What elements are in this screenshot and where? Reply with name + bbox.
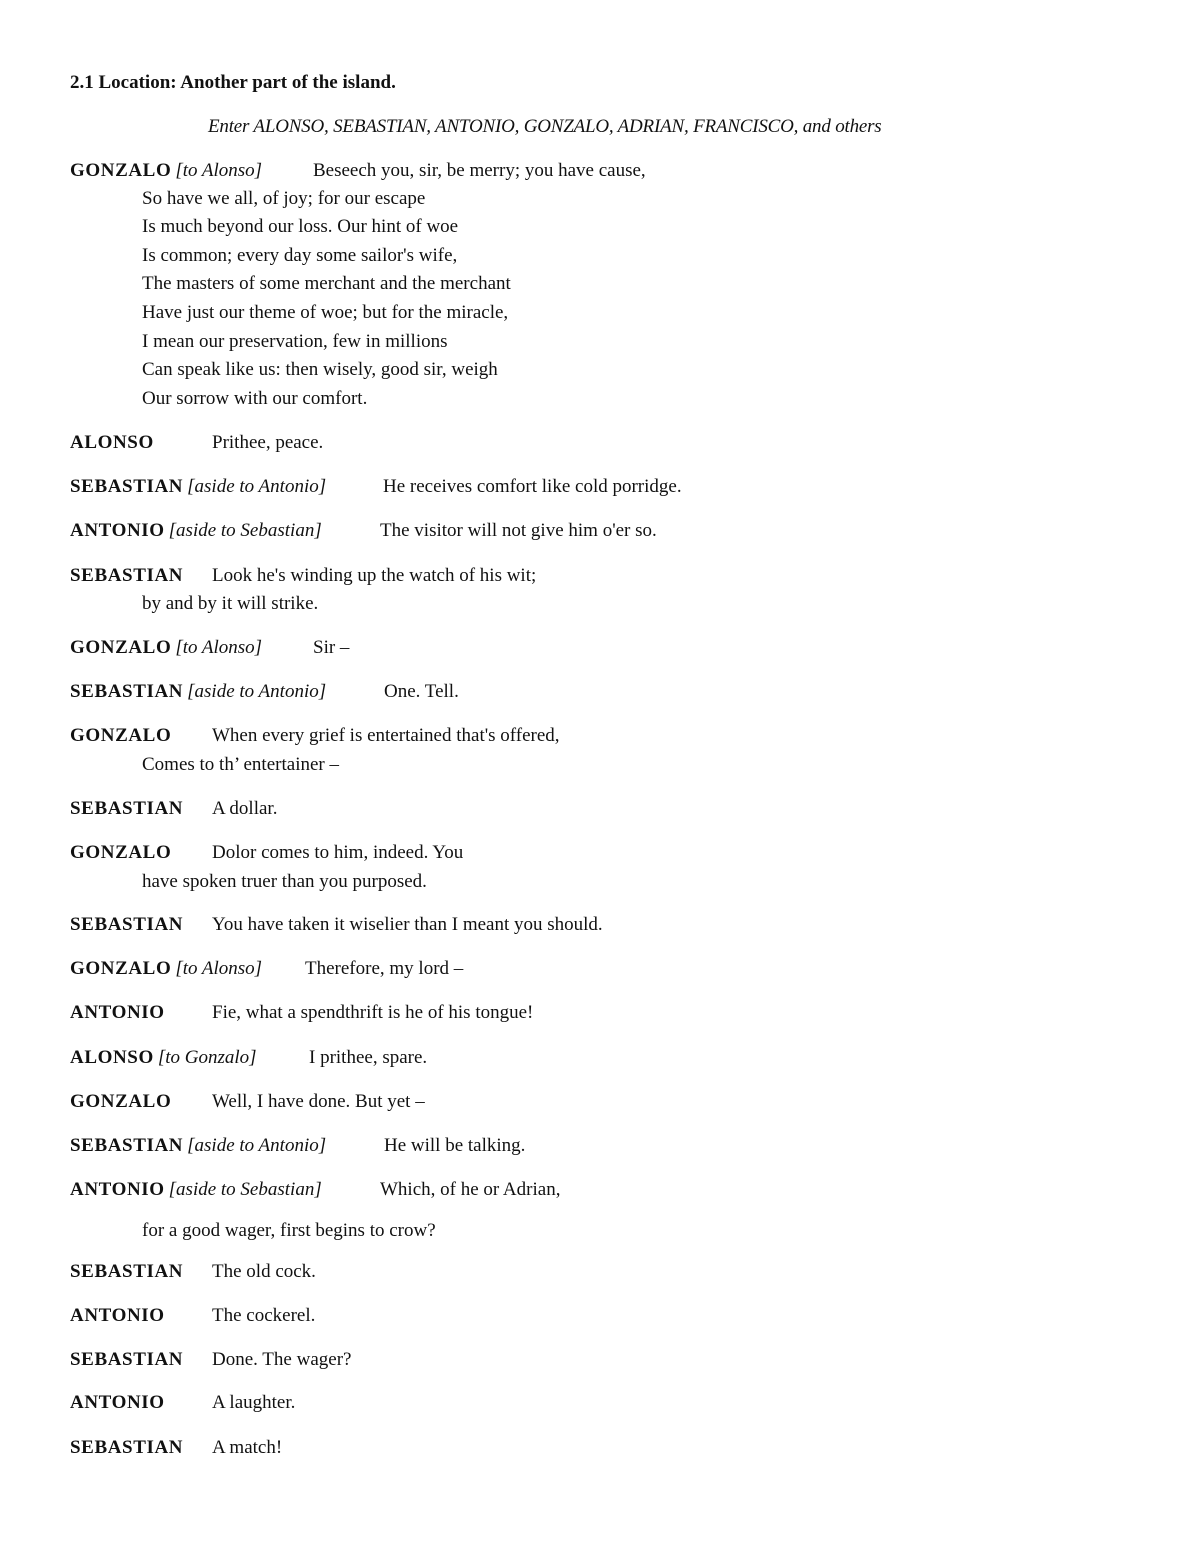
stage-note: [aside to Sebastian] [168,1179,322,1200]
speaker-name: ANTONIO [70,1305,165,1326]
speech-line [70,1437,183,1459]
speaker-name: ANTONIO [70,1002,165,1023]
speech-continuation: I mean our preservation, few in millions [142,331,448,352]
speaker-name: SEBASTIAN [70,1135,184,1156]
speech-line [70,1135,326,1157]
speech-line [70,1002,165,1024]
speech-line [70,842,171,864]
speaker-name: SEBASTIAN [70,1437,184,1458]
speech-line [70,1392,165,1414]
stage-note: [aside to Antonio] [187,1135,327,1156]
speech-text: A laughter. [212,1392,296,1413]
speaker-name: ANTONIO [70,520,165,541]
speech-line [70,565,183,587]
speech-line [70,1091,171,1113]
speech-text: Well, I have done. But yet – [212,1091,425,1112]
speech-line [70,798,183,820]
speech-continuation: have spoken truer than you purposed. [142,871,427,892]
speaker-name: GONZALO [70,958,172,979]
speech-continuation: Comes to th’ entertainer – [142,754,339,775]
speaker-name: GONZALO [70,1091,172,1112]
speech-text: I prithee, spare. [309,1047,428,1068]
speech-text: Prithee, peace. [212,432,324,453]
stage-note: [to Alonso] [175,160,263,181]
speech-text: The visitor will not give him o'er so. [380,520,657,541]
speech-text: A match! [212,1437,283,1458]
speech-continuation: Is much beyond our loss. Our hint of woe [142,216,459,237]
stage-note: [to Alonso] [175,958,263,979]
speech-continuation: by and by it will strike. [142,593,319,614]
stage-note: [aside to Antonio] [187,476,327,497]
speech-text: Fie, what a spendthrift is he of his tongue! [212,1002,534,1023]
speech-line [70,914,183,936]
speaker-name: GONZALO [70,160,172,181]
speech-line [70,958,262,980]
stage-note: [to Alonso] [175,637,263,658]
speech-text: He receives comfort like cold porridge. [383,476,682,497]
speech-line [70,681,326,703]
speaker-name: SEBASTIAN [70,681,184,702]
speech-text: Done. The wager? [212,1349,352,1370]
speaker-name: ANTONIO [70,1179,165,1200]
speech-text: Sir – [313,637,350,658]
speech-line [70,725,171,747]
speech-line [70,1261,183,1283]
speaker-name: GONZALO [70,637,172,658]
speech-continuation: Can speak like us: then wisely, good sir, weigh [142,359,498,380]
speech-text: When every grief is entertained that's offered, [212,725,560,746]
speech-continuation: Have just our theme of woe; but for the miracle, [142,302,509,323]
speech-line [70,160,262,182]
stage-note: [to Gonzalo] [157,1047,257,1068]
speech-line [70,1047,257,1069]
speech-text: The cockerel. [212,1305,316,1326]
speech-text: He will be talking. [384,1135,526,1156]
speaker-name: SEBASTIAN [70,798,184,819]
speaker-name: SEBASTIAN [70,1349,184,1370]
stage-note: [aside to Antonio] [187,681,327,702]
speaker-name: SEBASTIAN [70,476,184,497]
speaker-name: SEBASTIAN [70,565,184,586]
speech-text: Look he's winding up the watch of his wit; [212,565,537,586]
speech-text: A dollar. [212,798,278,819]
speech-text: Dolor comes to him, indeed. You [212,842,464,863]
scene-heading: 2.1 Location: Another part of the island. [70,72,396,93]
speech-line [70,476,326,498]
speech-line [70,1179,322,1201]
speech-text: One. Tell. [384,681,459,702]
stage-direction: Enter ALONSO, SEBASTIAN, ANTONIO, GONZALO, ADRIAN, FRANCISCO, and others [208,116,882,137]
speaker-name: GONZALO [70,725,172,746]
speech-line [70,1349,183,1371]
speaker-name: ALONSO [70,1047,154,1068]
speech-text: Therefore, my lord – [305,958,464,979]
speaker-name: ANTONIO [70,1392,165,1413]
speech-text: You have taken it wiselier than I meant you should. [212,914,603,935]
speech-text: The old cock. [212,1261,316,1282]
speaker-name: ALONSO [70,432,154,453]
speech-continuation: Is common; every day some sailor's wife, [142,245,458,266]
speaker-name: SEBASTIAN [70,914,184,935]
speech-continuation: So have we all, of joy; for our escape [142,188,426,209]
speech-continuation: Our sorrow with our comfort. [142,388,368,409]
speech-line [70,1305,165,1327]
speech-line [70,432,154,454]
speaker-name: GONZALO [70,842,172,863]
speaker-name: SEBASTIAN [70,1261,184,1282]
speech-line [70,520,322,542]
speech-continuation: The masters of some merchant and the merchant [142,273,511,294]
speech-line [70,637,262,659]
stage-note: [aside to Sebastian] [168,520,322,541]
speech-text: Which, of he or Adrian, [380,1179,561,1200]
speech-continuation: for a good wager, first begins to crow? [142,1220,436,1241]
speech-text: Beseech you, sir, be merry; you have cause, [313,160,646,181]
